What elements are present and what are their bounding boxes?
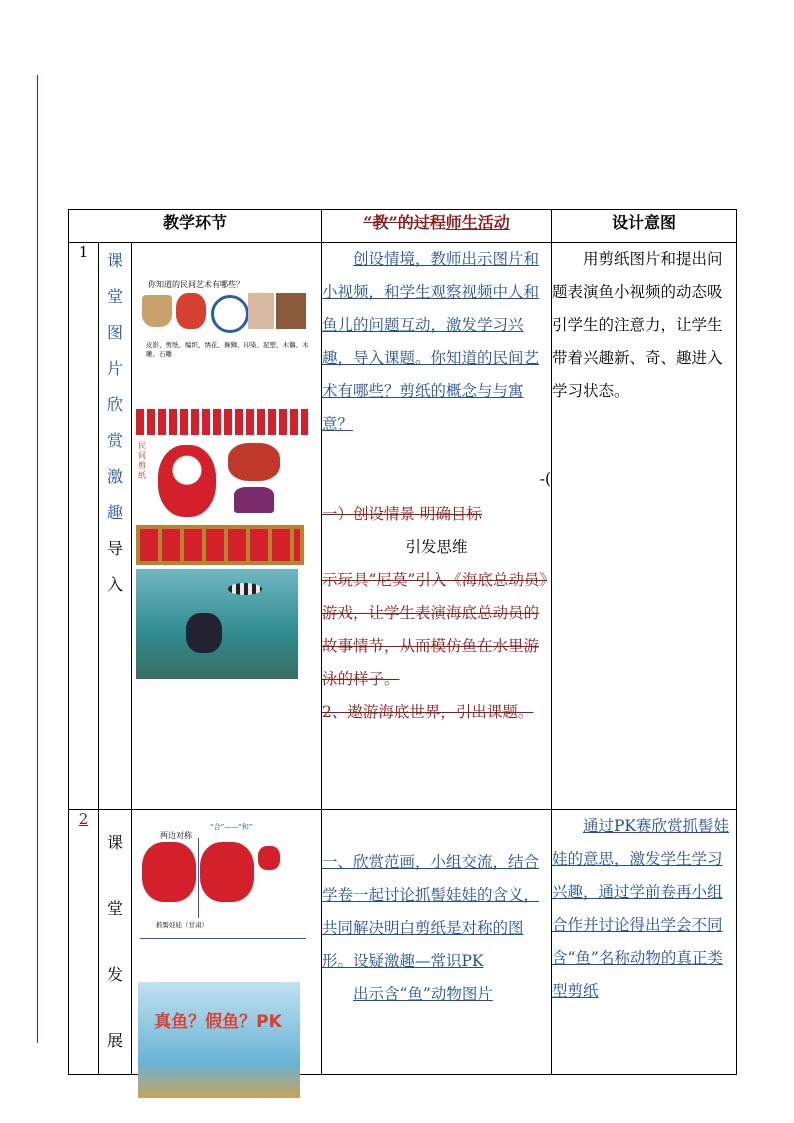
row-intent xyxy=(552,243,737,810)
stage-char: 片 xyxy=(106,359,123,378)
activity-main: 创设情境，教师出示图片和小视频，和学生观察视频中人和鱼儿的问题互动，激发学习兴趣，导入课题。你知道的民间艺术有哪些？剪纸的概念与与寓意？ xyxy=(322,250,540,433)
header-process xyxy=(322,210,552,243)
stage-char: 趣 xyxy=(106,503,123,522)
papercut-label-text: 民间剪纸 xyxy=(138,441,146,480)
stage-char: 发 xyxy=(106,965,123,984)
header-process-deleted: “教”的过程 xyxy=(363,213,446,232)
activity-deleted-item1: 示玩具“尼莫”引入《海底总动员》游戏，让学生表演海底总动员的故事情节，从而模仿鱼在水里游泳的样子。 xyxy=(322,571,548,688)
table-header-row xyxy=(69,210,737,243)
stage-char: 入 xyxy=(106,575,123,594)
stage-char: 导 xyxy=(106,539,123,558)
symmetry-slide xyxy=(136,818,312,950)
activity-main: 一、欣赏范画，小组交流，结合学卷一起讨论抓髻娃娃的含义，共同解决明白剪纸是对称的图形。设疑激趣—常识PK xyxy=(322,853,540,970)
header-intent: 设计意图 xyxy=(552,210,737,243)
diver-figure xyxy=(186,613,222,653)
intent-text: 用剪纸图片和提出问题表演鱼小视频的动态吸引学生的注意力，让学生带着兴趣新、奇、趣进入学习状态。 xyxy=(552,250,723,400)
row-number: 1 xyxy=(69,243,99,810)
pk-slide xyxy=(138,982,300,1098)
activity-marker: -( xyxy=(539,470,551,488)
underwater-photo xyxy=(136,569,298,679)
lesson-table xyxy=(68,209,737,1075)
row-stage xyxy=(99,810,132,1075)
row-activity xyxy=(322,243,552,810)
stage-char: 激 xyxy=(106,467,123,486)
papercut-crab xyxy=(228,443,280,481)
intent-text: 通过PK赛欣赏抓髻娃娃的意思，激发学生学习兴趣，通过学前卷再小组合作并讨论得出学会不同含“鱼”名称动物的真正类型剪纸 xyxy=(552,817,730,1000)
activity-deleted-line2: 引发思维 xyxy=(405,538,468,556)
folk-art-question: 你知道的民间艺术有哪些？ xyxy=(148,280,244,289)
stage-char: 堂 xyxy=(106,899,123,918)
table-row xyxy=(69,810,737,1075)
papercut-figures-strip xyxy=(136,525,304,565)
activity-deleted-line1: 一）创设情景 明确目标 xyxy=(322,505,482,523)
plate-image xyxy=(211,295,249,333)
papercut-girl xyxy=(158,445,216,517)
arts-list: 皮影、剪纸、编织、绣花、舞狮、印染、泥塑、木偶、木雕、石雕 xyxy=(146,341,309,358)
papercut-crown xyxy=(234,487,274,513)
header-process-inserted: 师生活动 xyxy=(445,213,510,232)
row-stage xyxy=(99,243,132,810)
papercut-image xyxy=(176,293,206,329)
slide-divider xyxy=(140,938,306,939)
row-number: 2 xyxy=(69,810,99,1075)
fish-figure xyxy=(228,583,262,595)
row-images xyxy=(132,243,322,810)
margin-line xyxy=(37,75,38,1043)
activity-deleted-item2: 2、遨游海底世界，引出课题。 xyxy=(322,703,534,721)
stage-char: 欣 xyxy=(106,395,123,414)
embroidery-image xyxy=(248,293,274,329)
basket-image xyxy=(142,295,172,327)
table-row xyxy=(69,243,737,810)
header-stage: 教学环节 xyxy=(69,210,322,243)
stage-char: 展 xyxy=(106,1031,123,1050)
craftsman-image xyxy=(276,293,306,329)
stage-char: 课 xyxy=(106,833,123,852)
stage-char: 堂 xyxy=(106,287,123,306)
papercut-strip xyxy=(136,409,308,435)
activity-next: 出示含“鱼”动物图片 xyxy=(353,985,493,1003)
folk-art-slide xyxy=(136,273,314,393)
row-intent xyxy=(552,810,737,1075)
symmetry-label: 两边对称 xyxy=(160,831,192,840)
papercut-doll-right xyxy=(200,842,254,902)
row-images xyxy=(132,810,322,1075)
row-activity xyxy=(322,810,552,1075)
stage-char: 赏 xyxy=(106,431,123,450)
papercut-label xyxy=(138,441,150,481)
symmetry-axis xyxy=(198,838,199,918)
stage-char: 图 xyxy=(106,323,123,342)
top-label: “合”——“和” xyxy=(210,823,253,831)
papercut-doll-left xyxy=(142,842,196,902)
slide-caption: 抓髻娃娃（甘肃） xyxy=(156,921,208,929)
stage-char: 课 xyxy=(106,251,123,270)
pk-text: 真鱼？假鱼？PK xyxy=(154,1012,282,1032)
papercut-small xyxy=(258,846,280,870)
